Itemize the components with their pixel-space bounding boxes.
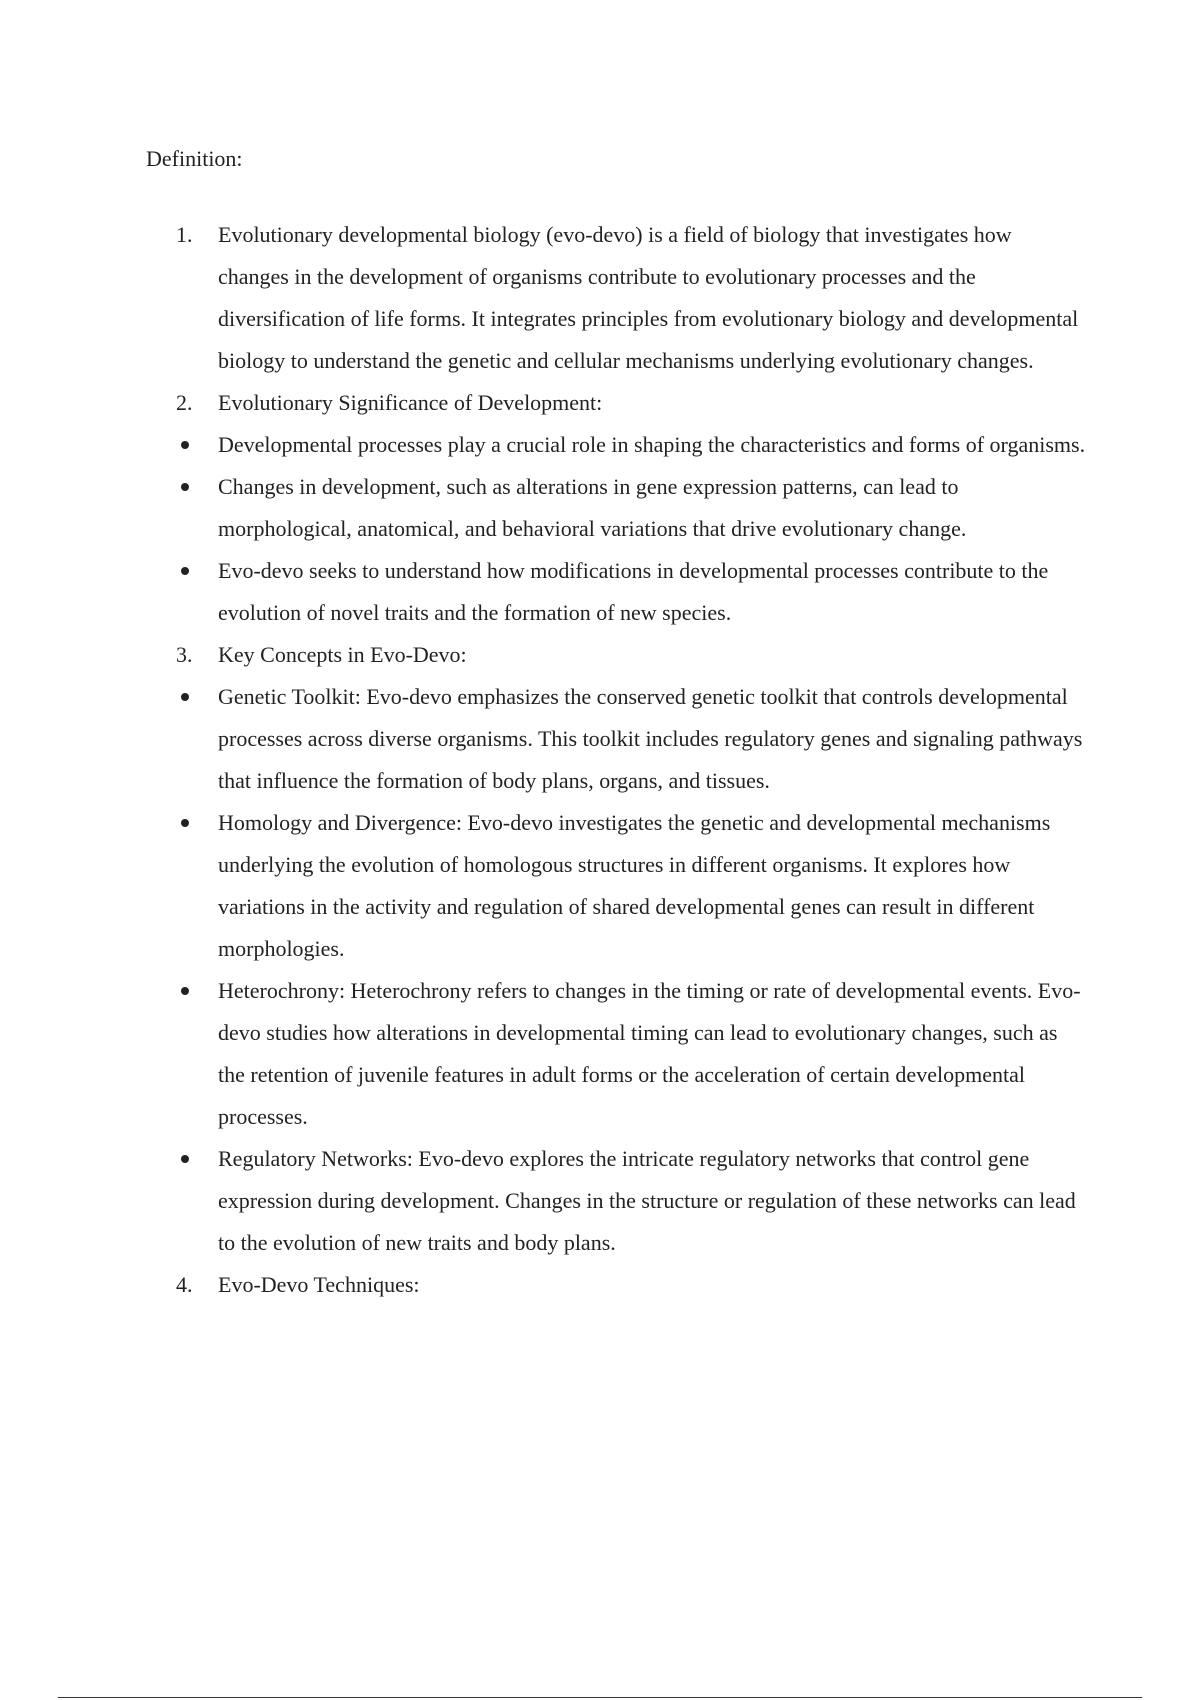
bullet-item [176, 676, 1086, 802]
list-number: 3. [176, 642, 193, 667]
item-text: Changes in development, such as alterations in gene expression patterns, can lead to morphological, anatomical, and behavioral variations that drive evolutionary change. [218, 474, 967, 541]
item-text: Developmental processes play a crucial role in shaping the characteristics and forms of organisms. [218, 432, 1086, 457]
item-text: Evo-devo seeks to understand how modifications in developmental processes contribute to the evolution of novel traits and the formation of new species. [218, 558, 1049, 625]
item-text: Regulatory Networks: Evo-devo explores the intricate regulatory networks that control gene expression during development. Changes in the structure or regulation of these networks can lead to the evolution of new traits and body plans. [218, 1146, 1076, 1255]
item-text: Evolutionary Significance of Development: [218, 390, 603, 415]
bullet-icon [181, 441, 189, 449]
section-heading: Definition: [146, 146, 243, 171]
item-text: Key Concepts in Evo-Devo: [218, 642, 467, 667]
numbered-item-2 [176, 382, 1086, 424]
bullet-icon [181, 1155, 189, 1163]
list-number: 4. [176, 1272, 193, 1297]
numbered-item-1 [176, 214, 1086, 382]
item-text: Genetic Toolkit: Evo-devo emphasizes the conserved genetic toolkit that controls developmental processes across diverse organisms. This toolkit includes regulatory genes and signaling pathways that influence the formation of body plans, organs, and tissues. [218, 684, 1083, 793]
bullet-item [176, 802, 1086, 970]
bullet-icon [181, 693, 189, 701]
bullet-icon [181, 987, 189, 995]
footer-divider [58, 1697, 1142, 1698]
item-text: Evo-Devo Techniques: [218, 1272, 420, 1297]
numbered-item-3 [176, 634, 1086, 676]
bullet-item [176, 466, 1086, 550]
bullet-icon [181, 567, 189, 575]
numbered-item-4 [176, 1264, 1086, 1306]
item-text: Homology and Divergence: Evo-devo investigates the genetic and developmental mechanisms underlying the evolution of homologous structures in different organisms. It explores how variations in the activity and regulation of shared developmental genes can result in different morphologies. [218, 810, 1051, 961]
bullet-item [176, 1138, 1086, 1264]
bullet-item [176, 424, 1086, 466]
bullet-item [176, 970, 1086, 1138]
bullet-icon [181, 819, 189, 827]
bullet-icon [181, 483, 189, 491]
list-number: 1. [176, 222, 193, 247]
item-text: Evolutionary developmental biology (evo-devo) is a field of biology that investigates how changes in the development of organisms contribute to evolutionary processes and the diversification of life forms. It integrates principles from evolutionary biology and developmental biology to understand the genetic and cellular mechanisms underlying evolutionary changes. [218, 222, 1079, 373]
bullet-item [176, 550, 1086, 634]
notes-list [176, 214, 1086, 1306]
list-number: 2. [176, 390, 193, 415]
item-text: Heterochrony: Heterochrony refers to changes in the timing or rate of developmental events. Evo-devo studies how alterations in developmental timing can lead to evolutionary changes, such as the retention of juvenile features in adult forms or the acceleration of certain developmental processes. [218, 978, 1081, 1129]
